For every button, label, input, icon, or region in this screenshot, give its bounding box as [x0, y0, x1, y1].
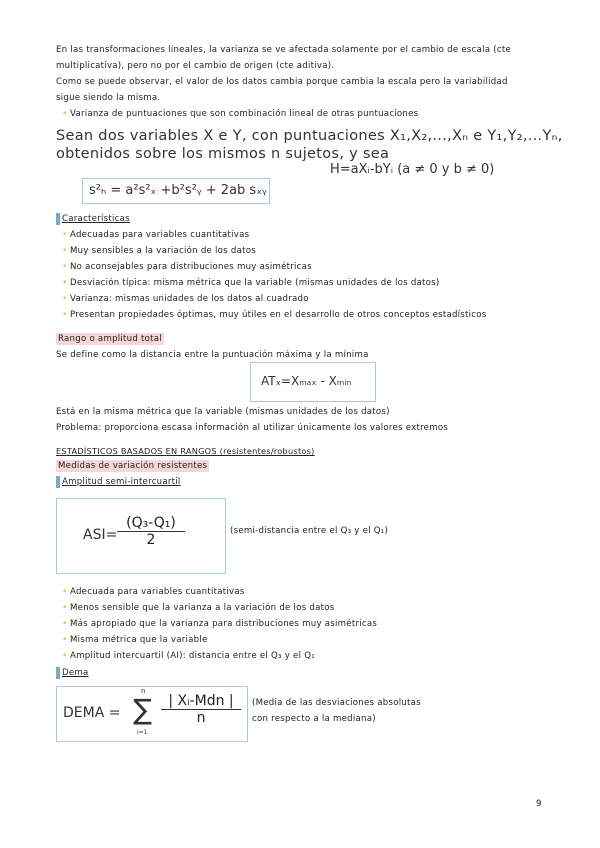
- list-item: • Más apropiado que la varianza para distribuciones muy asimétricas: [70, 618, 377, 630]
- sum-upper-limit: n: [141, 687, 146, 695]
- list-item: • Adecuada para variables cuantitativas: [70, 586, 245, 598]
- rango-title: Rango o amplitud total: [58, 334, 162, 344]
- sum-lower-limit: i=1: [137, 729, 148, 736]
- dema-title: Dema: [56, 667, 89, 679]
- rango-formula: ATₓ=Xₘₐₓ - Xₘᵢₙ: [261, 374, 352, 388]
- asi-lhs: ASI=: [83, 527, 118, 543]
- list-item: • Desviación típica: misma métrica que la variable (mismas unidades de los datos): [70, 277, 440, 289]
- rango-line-1: Está en la misma métrica que la variable (mismas unidades de los datos): [56, 407, 390, 417]
- list-item: • Amplitud intercuartil (AI): distancia entre el Q₃ y el Q₁: [70, 650, 315, 662]
- combo-line-2: obtenidos sobre los mismos n sujetos, y sea: [56, 146, 390, 162]
- dema-denominator: n: [161, 709, 241, 726]
- list-item: • Adecuadas para variables cuantitativas: [70, 229, 249, 241]
- rango-definition: Se define como la distancia entre la puntuación máxima y la mínima: [56, 350, 369, 360]
- intro-line-1: En las transformaciones lineales, la varianza se ve afectada solamente por el cambio de escala (cte: [56, 45, 512, 55]
- asi-title: Amplitud semi-intercuartil: [56, 476, 181, 488]
- rangos-subheading: Medidas de variación resistentes: [58, 461, 208, 471]
- dema-note-2: con respecto a la mediana): [252, 714, 376, 724]
- intro-line-4: sigue siendo la misma.: [56, 93, 161, 103]
- dema-note-1: (Media de las desviaciones absolutas: [252, 698, 421, 708]
- asi-numerator: (Q₃-Q₁): [126, 515, 176, 531]
- intro-line-3: Como se puede observar, el valor de los datos cambia porque cambia la escala pero la variabilidad: [56, 77, 508, 87]
- dema-formula-box: [56, 686, 248, 742]
- asi-fraction: [117, 515, 185, 548]
- dema-numerator: | Xᵢ-Mdn |: [168, 693, 234, 709]
- list-item: • No aconsejables para distribuciones muy asimétricas: [70, 261, 312, 273]
- asi-formula-box: [56, 498, 226, 574]
- h-definition: H=aXᵢ-bYᵢ (a ≠ 0 y b ≠ 0): [330, 162, 495, 177]
- dema-lhs: DEMA =: [63, 705, 121, 721]
- list-item: • Muy sensibles a la variación de los datos: [70, 245, 256, 257]
- sigma-icon: ∑: [133, 693, 152, 726]
- asi-note: (semi-distancia entre el Q₃ y el Q₁): [230, 526, 389, 536]
- list-item: • Menos sensible que la varianza a la variación de los datos: [70, 602, 334, 614]
- rango-line-2: Problema: proporciona escasa información al utilizar únicamente los valores extremos: [56, 423, 449, 433]
- list-item: • Varianza: mismas unidades de los datos al cuadrado: [70, 293, 309, 305]
- list-item: • Misma métrica que la variable: [70, 634, 208, 646]
- rangos-heading: ESTADÍSTICOS BASADOS EN RANGOS (resistentes/robustos): [56, 446, 315, 456]
- rango-formula-box: [250, 362, 376, 402]
- list-item: • Presentan propiedades óptimas, muy útiles en el desarrollo de otros conceptos estadísticos: [70, 309, 487, 321]
- caracteristicas-title: Características: [56, 213, 130, 225]
- variance-combo-formula: s²ₕ = a²s²ₓ +b²s²ᵧ + 2ab sₓᵧ: [89, 183, 267, 198]
- intro-bullet: • Varianza de puntuaciones que son combinación lineal de otras puntuaciones: [70, 108, 418, 120]
- intro-line-2: multiplicativa), pero no por el cambio de origen (cte aditiva).: [56, 61, 335, 71]
- variance-combo-formula-box: [82, 178, 270, 204]
- dema-fraction: [161, 693, 241, 726]
- combo-line-1: Sean dos variables X e Y, con puntuaciones X₁,X₂,...,Xₙ e Y₁,Y₂,...Yₙ,: [56, 128, 563, 144]
- asi-denominator: 2: [117, 531, 185, 548]
- page-number: 9: [536, 799, 542, 809]
